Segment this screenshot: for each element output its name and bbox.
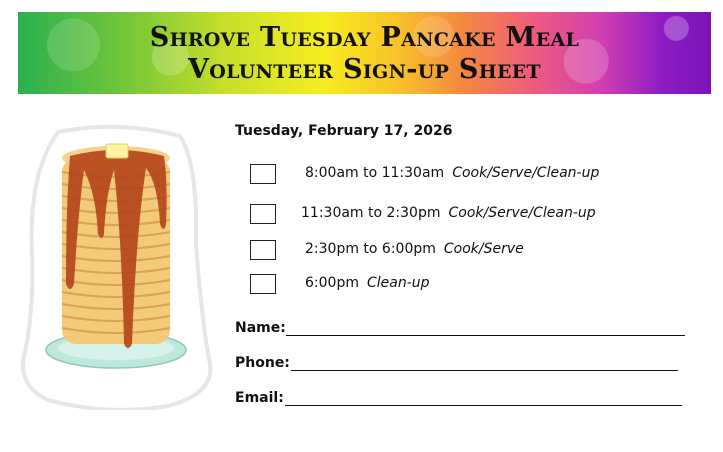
time-slot-1 <box>250 164 710 188</box>
name-field-line[interactable] <box>286 335 685 336</box>
slot-2-checkbox[interactable] <box>250 204 276 224</box>
title-line-1: Shrove Tuesday Pancake Meal <box>149 22 580 53</box>
header-banner <box>18 12 711 94</box>
time-slot-3 <box>250 240 710 264</box>
slot-4-task: Clean-up <box>366 275 430 291</box>
slot-2-task: Cook/Serve/Clean-up <box>448 205 596 221</box>
page-title <box>18 22 711 86</box>
slot-2-time: 11:30am to 2:30pm <box>301 205 441 221</box>
time-slot-2 <box>250 204 710 228</box>
phone-field-line[interactable] <box>291 370 678 371</box>
slot-1-checkbox[interactable] <box>250 164 276 184</box>
phone-field-label: Phone: <box>235 355 290 371</box>
slot-1-time: 8:00am to 11:30am <box>305 165 445 181</box>
email-field-label: Email: <box>235 390 284 406</box>
email-field-line[interactable] <box>285 405 682 406</box>
slot-4-checkbox[interactable] <box>250 274 276 294</box>
slot-3-task: Cook/Serve <box>443 241 524 257</box>
slot-3-checkbox[interactable] <box>250 240 276 260</box>
time-slot-4 <box>250 274 710 298</box>
title-line-2: Volunteer Sign-up Sheet <box>188 54 541 85</box>
event-date: Tuesday, February 17, 2026 <box>235 123 453 139</box>
slot-4-time: 6:00pm <box>305 275 359 291</box>
slot-1-task: Cook/Serve/Clean-up <box>452 165 600 181</box>
pancake-stack-illustration <box>18 124 216 410</box>
name-field-label: Name: <box>235 320 286 336</box>
slot-3-time: 2:30pm to 6:00pm <box>305 241 436 257</box>
